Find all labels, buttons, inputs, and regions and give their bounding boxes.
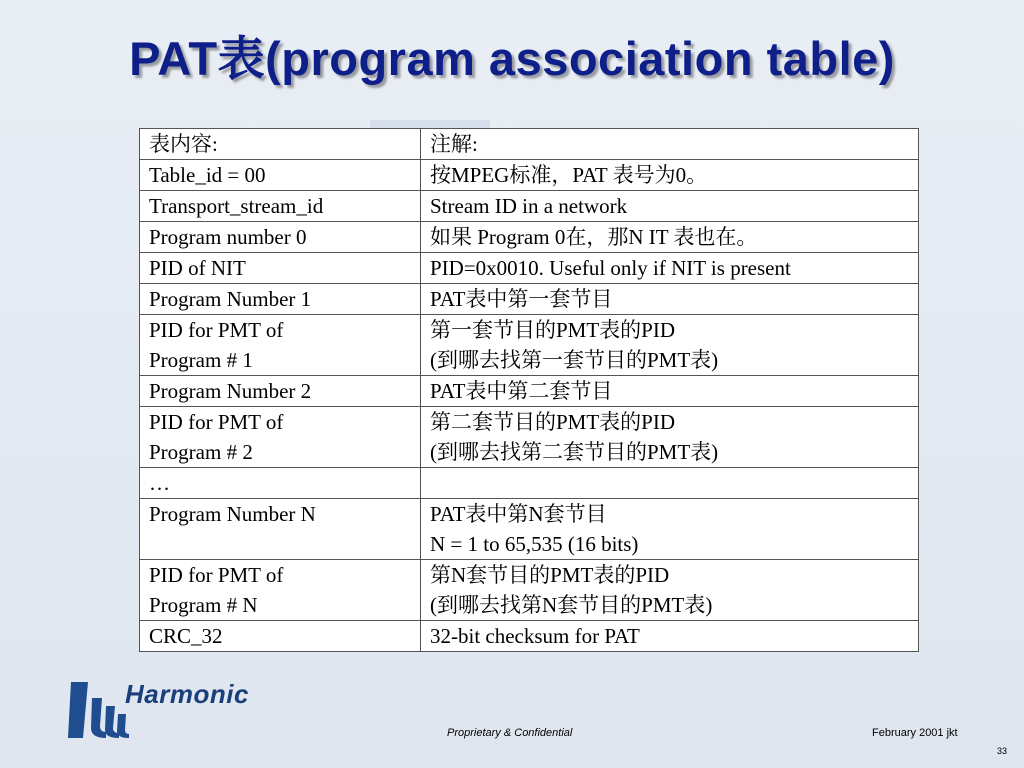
field-cell: CRC_32 [140, 621, 421, 652]
field-cell: PID of NIT [140, 253, 421, 284]
table-row [140, 284, 919, 315]
note-cell: 按MPEG标准，PAT 表号为0。 [421, 160, 919, 191]
pat-table [139, 128, 919, 652]
table-row [140, 376, 919, 407]
note-cell: PAT表中第N套节目 N = 1 to 65,535 (16 bits) [421, 499, 919, 560]
table-header-row [140, 129, 919, 160]
field-cell: Table_id = 00 [140, 160, 421, 191]
footer-date: February 2001 jkt [872, 727, 958, 739]
field-cell: 表内容: [140, 129, 421, 160]
field-cell: Transport_stream_id [140, 191, 421, 222]
field-cell: Program Number 2 [140, 376, 421, 407]
note-cell [421, 468, 919, 499]
table-row [140, 468, 919, 499]
table-row [140, 499, 919, 560]
note-cell: Stream ID in a network [421, 191, 919, 222]
note-cell: PAT表中第二套节目 [421, 376, 919, 407]
table-row [140, 191, 919, 222]
note-cell: 第一套节目的PMT表的PID (到哪去找第一套节目的PMT表) [421, 315, 919, 376]
field-cell: Program Number 1 [140, 284, 421, 315]
field-cell: PID for PMT of Program # 2 [140, 407, 421, 468]
table-row [140, 621, 919, 652]
table-row [140, 407, 919, 468]
note-cell: PID=0x0010. Useful only if NIT is present [421, 253, 919, 284]
table-row [140, 222, 919, 253]
field-cell: Program number 0 [140, 222, 421, 253]
note-cell: 第N套节目的PMT表的PID (到哪去找第N套节目的PMT表) [421, 560, 919, 621]
field-cell: … [140, 468, 421, 499]
logo-wordmark: Harmonic [125, 679, 249, 709]
table-row [140, 253, 919, 284]
confidential-notice: Proprietary & Confidential [447, 727, 573, 739]
note-cell: PAT表中第一套节目 [421, 284, 919, 315]
note-cell: 第二套节目的PMT表的PID (到哪去找第二套节目的PMT表) [421, 407, 919, 468]
note-cell: 注解: [421, 129, 919, 160]
note-cell: 32-bit checksum for PAT [421, 621, 919, 652]
table-row [140, 560, 919, 621]
field-cell: Program Number N [140, 499, 421, 560]
field-cell: PID for PMT of Program # 1 [140, 315, 421, 376]
page-number: 33 [997, 746, 1008, 756]
table-row [140, 315, 919, 376]
field-cell: PID for PMT of Program # N [140, 560, 421, 621]
slide-title: PAT表(program association table) [129, 32, 895, 85]
table-row [140, 160, 919, 191]
note-cell: 如果 Program 0在，那N IT 表也在。 [421, 222, 919, 253]
